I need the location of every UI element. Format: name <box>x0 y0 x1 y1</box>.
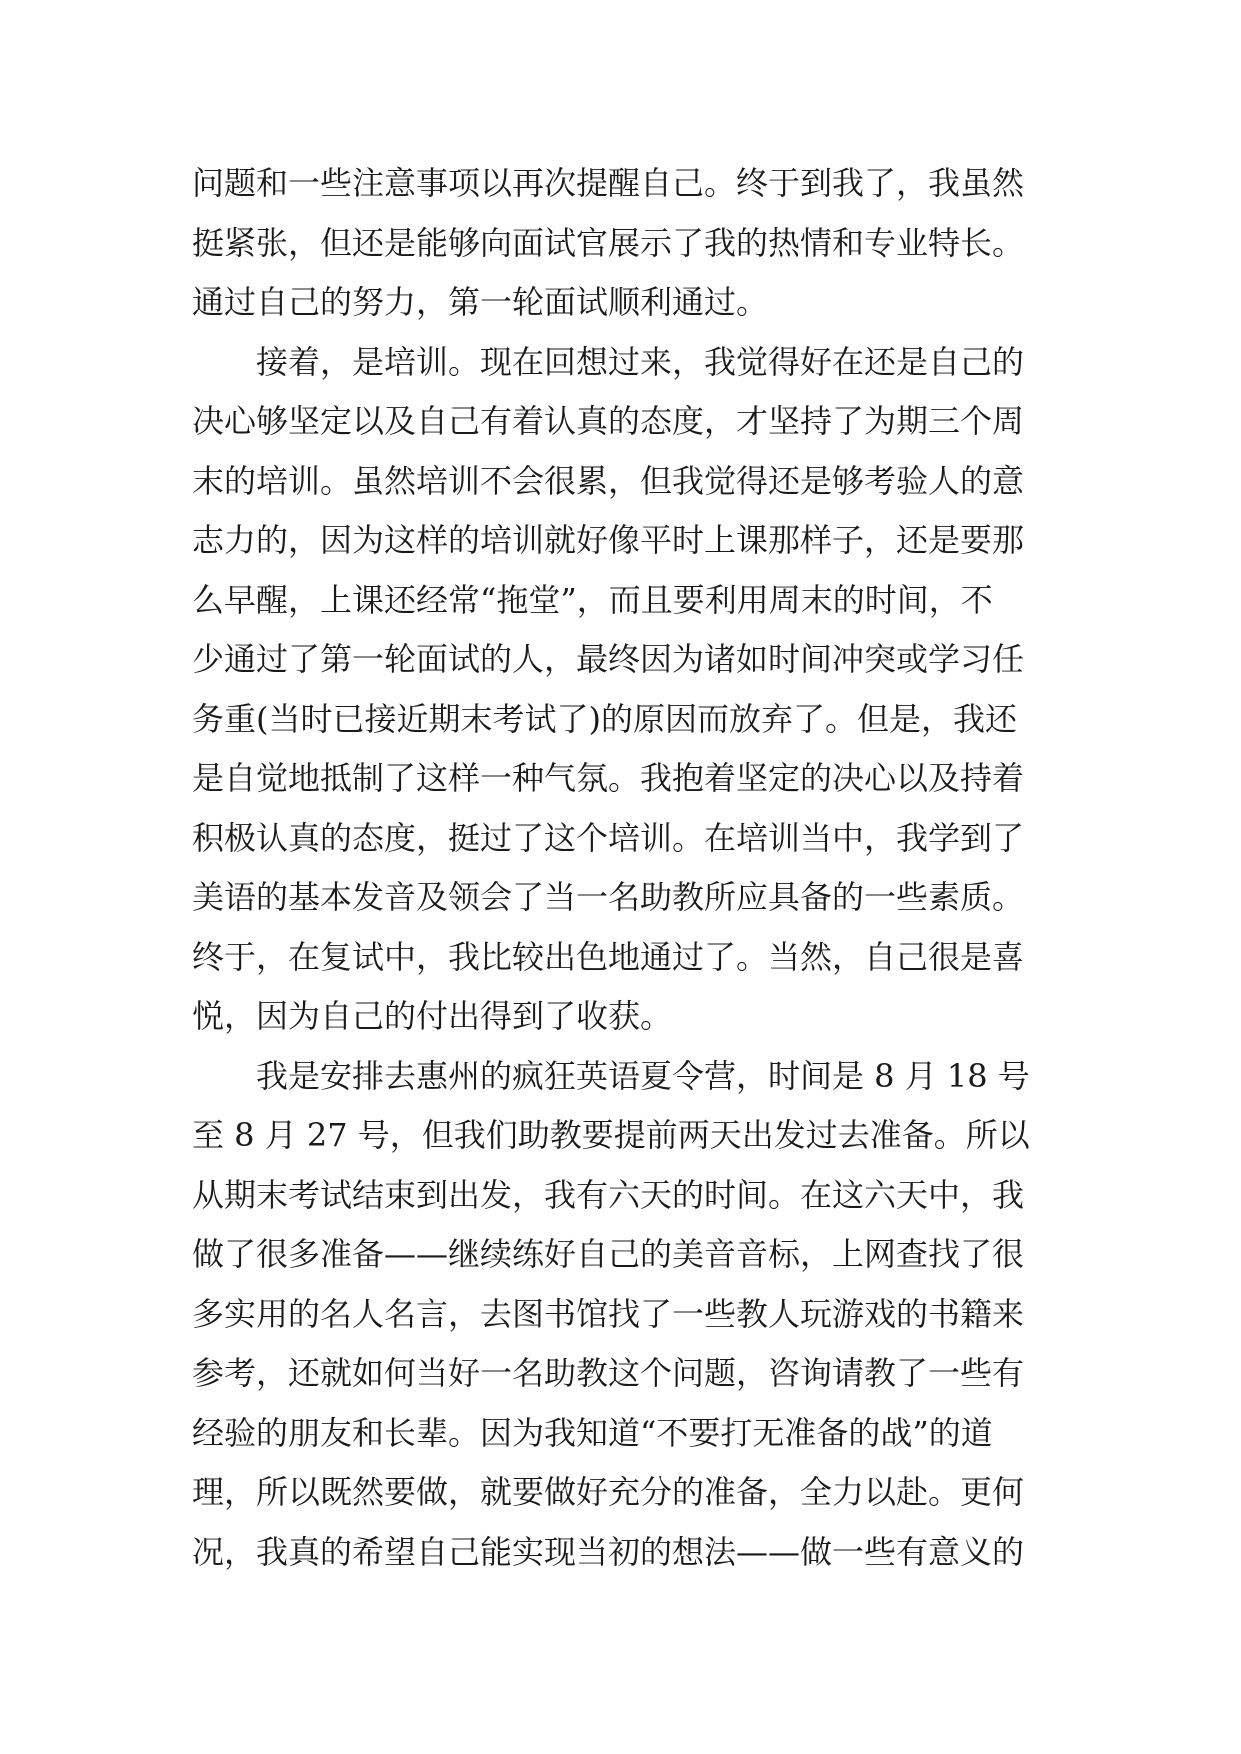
text-line: 志力的，因为这样的培训就好像平时上课那样子，还是要那 <box>192 521 1025 559</box>
text-line: 悦，因为自己的付出得到了收获。 <box>192 997 673 1035</box>
text-line: 末的培训。虽然培训不会很累，但我觉得还是够考验人的意 <box>192 461 1025 500</box>
text-line: 终于，在复试中，我比较出色地通过了。当然，自己很是喜 <box>192 937 1025 976</box>
text-line: 积极认真的态度，挺过了这个培训。在培训当中，我学到了 <box>192 818 1025 857</box>
text-line: 经验的朋友和长辈。因为我知道“不要打无准备的战”的道 <box>192 1413 993 1452</box>
text-line: 参考，还就如何当好一名助教这个问题，咨询请教了一些有 <box>192 1354 1025 1392</box>
text-line: 问题和一些注意事项以再次提醒自己。终于到我了，我虽然 <box>192 164 1025 202</box>
text-line: 少通过了第一轮面试的人，最终因为诸如时间冲突或学习任 <box>192 640 1025 678</box>
text-line: 么早醒，上课还经常“拖堂”，而且要利用周末的时间，不 <box>192 580 993 619</box>
text-line: 做了很多准备——继续练好自己的美音音标，上网查找了很 <box>192 1235 1025 1273</box>
text-line: 况，我真的希望自己能实现当初的想法——做一些有意义的 <box>192 1532 1025 1571</box>
text-line: 理，所以既然要做，就要做好充分的准备，全力以赴。更何 <box>192 1473 1025 1511</box>
text-line: 决心够坚定以及自己有着认真的态度，才坚持了为期三个周 <box>192 402 1025 440</box>
text-line: 我是安排去惠州的疯狂英语夏令营，时间是 8 月 18 号 <box>192 1056 1030 1095</box>
text-line: 从期末考试结束到出发，我有六天的时间。在这六天中，我 <box>192 1175 1025 1214</box>
text-line: 挺紧张，但还是能够向面试官展示了我的热情和专业特长。 <box>192 223 1025 262</box>
text-line: 是自觉地抵制了这样一种气氛。我抱着坚定的决心以及持着 <box>192 759 1025 797</box>
text-line: 多实用的名人名言，去图书馆找了一些教人玩游戏的书籍来 <box>192 1294 1025 1333</box>
body-text <box>192 154 1062 1582</box>
text-line: 至 8 月 27 号，但我们助教要提前两天出发过去准备。所以 <box>192 1116 1030 1154</box>
text-line: 接着，是培训。现在回想过来，我觉得好在还是自己的 <box>192 342 1025 381</box>
text-line: 务重(当时已接近期末考试了)的原因而放弃了。但是，我还 <box>192 699 1017 738</box>
text-line: 通过自己的努力，第一轮面试顺利通过。 <box>192 283 769 321</box>
text-line: 美语的基本发音及领会了当一名助教所应具备的一些素质。 <box>192 878 1025 916</box>
